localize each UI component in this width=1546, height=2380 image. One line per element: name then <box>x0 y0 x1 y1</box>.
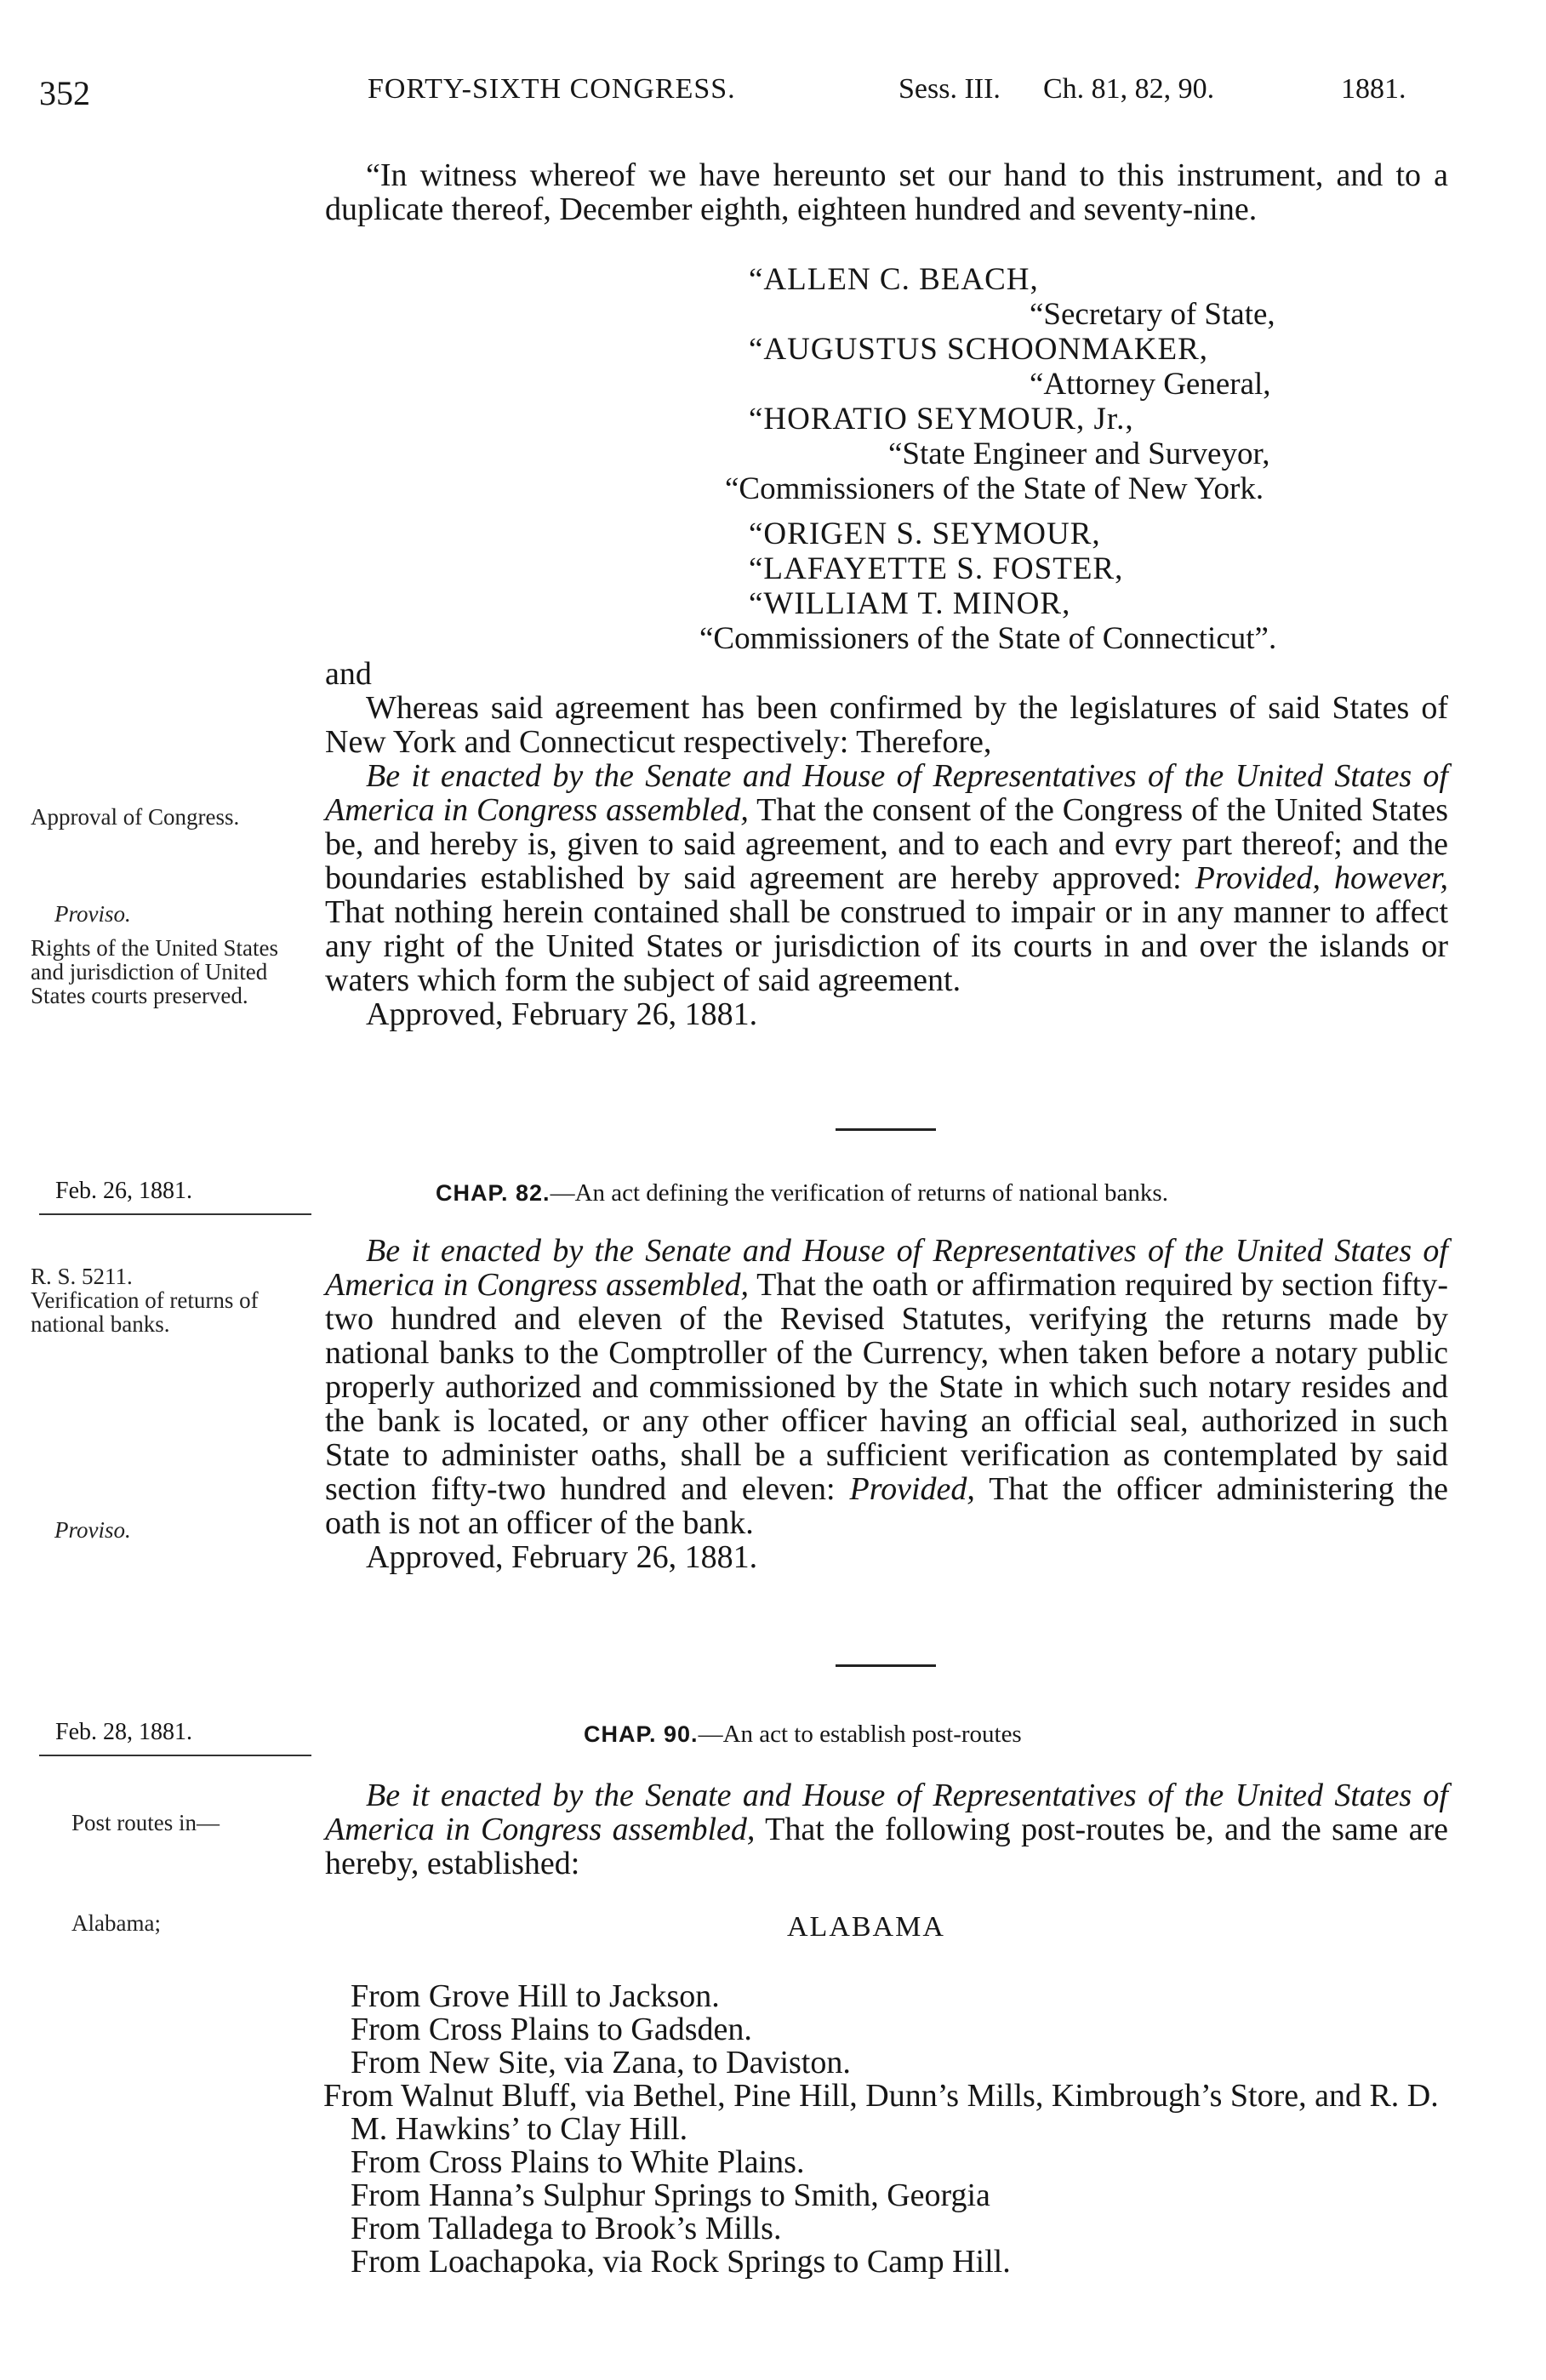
chapters-label: Ch. 81, 82, 90. <box>1043 73 1215 105</box>
ch82-provided: Provided, <box>849 1471 975 1507</box>
margin-proviso-82 <box>54 1518 335 1542</box>
ch81-approved: Approved, February 26, 1881. <box>366 996 758 1032</box>
ch82-text-1: That the oath or affirmation required by section fifty-two hundred and eleven of the Revised Statutes, verifying the returns made by national banks to the Comptroller of the Currency, when taken before a notary public properly authorized and commissioned by the State in which such notary resides and the bank is located, or any other officer having an official seal, authorized in such State to administer oaths, shall be a sufficient verification as contemplated by said section fifty-two hundred and eleven: <box>325 1267 1448 1507</box>
ch82-heading <box>436 1179 1168 1207</box>
running-header <box>39 73 1452 124</box>
whereas-clause: Whereas said agreement has been confirmed by the legislatures of said States of New York and Connecticut respectively: Therefore, <box>325 690 1448 760</box>
margin-rs: R. S. 5211. <box>31 1264 133 1289</box>
margin-post-routes: Post routes in— <box>71 1810 220 1835</box>
ch82-chap-title: —An act defining the verification of returns of national banks. <box>550 1179 1168 1207</box>
route-item: From Cross Plains to White Plains. <box>351 2144 805 2180</box>
route-item: From Talladega to Brook’s Mills. <box>351 2211 782 2246</box>
ny-commissioners: “Commissioners of the State of New York. <box>725 471 1264 506</box>
section-divider-2 <box>836 1664 936 1667</box>
ch90-text-1: That the following post-routes be, and the same are hereby, established: <box>325 1812 1448 1881</box>
ch82-text-2: That the officer administering the oath is not an officer of the bank. <box>325 1471 1448 1541</box>
ch81-enacting-clause: Be it enacted by the Senate and House of Representatives of the United States of America in Congress assembled, <box>325 758 1448 828</box>
congress-title: FORTY-SIXTH CONGRESS. <box>368 73 736 105</box>
ch90-enactment <box>325 1778 1448 1881</box>
ny-sig-name-3: “HORATIO SEYMOUR, Jr., <box>749 402 1134 437</box>
ch90-date-rule <box>39 1755 311 1756</box>
witness-clause: “In witness whereof we have hereunto set our hand to this instrument, and to a duplicate thereof, December eighth, eighteen hundred and seventy-nine. <box>325 157 1448 227</box>
ch81-enactment <box>325 759 1448 997</box>
ny-sig-title-1: “Secretary of State, <box>1030 297 1275 332</box>
ch90-heading <box>584 1721 1022 1749</box>
ch81-provided: Provided, however, <box>1195 860 1448 896</box>
ny-sig-name-2: “AUGUSTUS SCHOONMAKER, <box>749 332 1209 367</box>
year-label: 1881. <box>1341 73 1406 105</box>
page-number: 352 <box>39 74 90 112</box>
ct-sig-name-1: “ORIGEN S. SEYMOUR, <box>749 517 1101 551</box>
and-connector: and <box>325 656 372 692</box>
ch90-body <box>325 1778 1448 1881</box>
ch81-body <box>325 657 1448 1031</box>
session-label: Sess. III. <box>899 73 1001 105</box>
ch82-date-rule <box>39 1213 311 1215</box>
route-item: From Cross Plains to Gadsden. <box>351 2012 752 2047</box>
route-item: From New Site, via Zana, to Daviston. <box>351 2045 851 2080</box>
witness-clause-block <box>325 158 1448 226</box>
ch90-chap-label: CHAP. 90. <box>584 1721 699 1747</box>
ct-sig-name-2: “LAFAYETTE S. FOSTER, <box>749 551 1124 586</box>
ct-sig-name-3: “WILLIAM T. MINOR, <box>749 586 1071 621</box>
ch81-text-2: That nothing herein contained shall be construed to impair or in any manner to affect any right of the United States or jurisdiction of its courts in and over the islands or waters which form the subject of said agreement. <box>325 894 1448 998</box>
ch90-date: Feb. 28, 1881. <box>55 1719 192 1745</box>
ch82-body <box>325 1234 1448 1574</box>
ch82-chap-label: CHAP. 82. <box>436 1180 551 1206</box>
route-item: From Hanna’s Sulphur Springs to Smith, Georgia <box>351 2177 990 2213</box>
ch90-enacting-clause: Be it enacted by the Senate and House of Representatives of the United States of America in Congress assembled, <box>325 1778 1448 1847</box>
ny-sig-title-2: “Attorney General, <box>1030 367 1271 402</box>
ch82-enactment <box>325 1234 1448 1540</box>
margin-proviso-81-text: Proviso. <box>54 901 131 927</box>
margin-verification: Verification of returns of national banks. <box>31 1287 259 1337</box>
route-item: From Grove Hill to Jackson. <box>351 1978 720 2014</box>
ch90-chap-title: —An act to establish post-routes <box>698 1721 1022 1748</box>
state-heading-alabama: ALABAMA <box>787 1911 945 1943</box>
ct-commissioners: “Commissioners of the State of Connecticut”. <box>699 621 1277 656</box>
margin-alabama: Alabama; <box>71 1910 161 1936</box>
margin-approval: Approval of Congress. <box>31 804 240 830</box>
margin-proviso-82-text: Proviso. <box>54 1517 131 1543</box>
margin-proviso-81 <box>54 902 335 926</box>
route-list-alabama <box>323 1978 1457 2280</box>
ch81-text-1: That the consent of the Congress of the United States be, and hereby is, given to said agreement, and to each and evry part thereof; and the boundaries established by said agreement are hereby approved: <box>325 792 1448 896</box>
route-item: From Loachapoka, via Rock Springs to Camp Hill. <box>351 2244 1011 2280</box>
margin-rights: Rights of the United States and jurisdiction of United States courts preserved. <box>31 935 278 1008</box>
ch82-enacting-clause: Be it enacted by the Senate and House of Representatives of the United States of America in Congress assembled, <box>325 1233 1448 1303</box>
ch82-date: Feb. 26, 1881. <box>55 1178 192 1204</box>
route-item: From Walnut Bluff, via Bethel, Pine Hill, Dunn’s Mills, Kimbrough’s Store, and R. D. M. Hawkins’ to Clay Hill. <box>323 2078 1439 2147</box>
section-divider <box>836 1128 936 1131</box>
ny-sig-name-1: “ALLEN C. BEACH, <box>749 262 1039 297</box>
ny-sig-title-3: “State Engineer and Surveyor, <box>888 437 1270 471</box>
ch82-approved: Approved, February 26, 1881. <box>366 1539 758 1575</box>
